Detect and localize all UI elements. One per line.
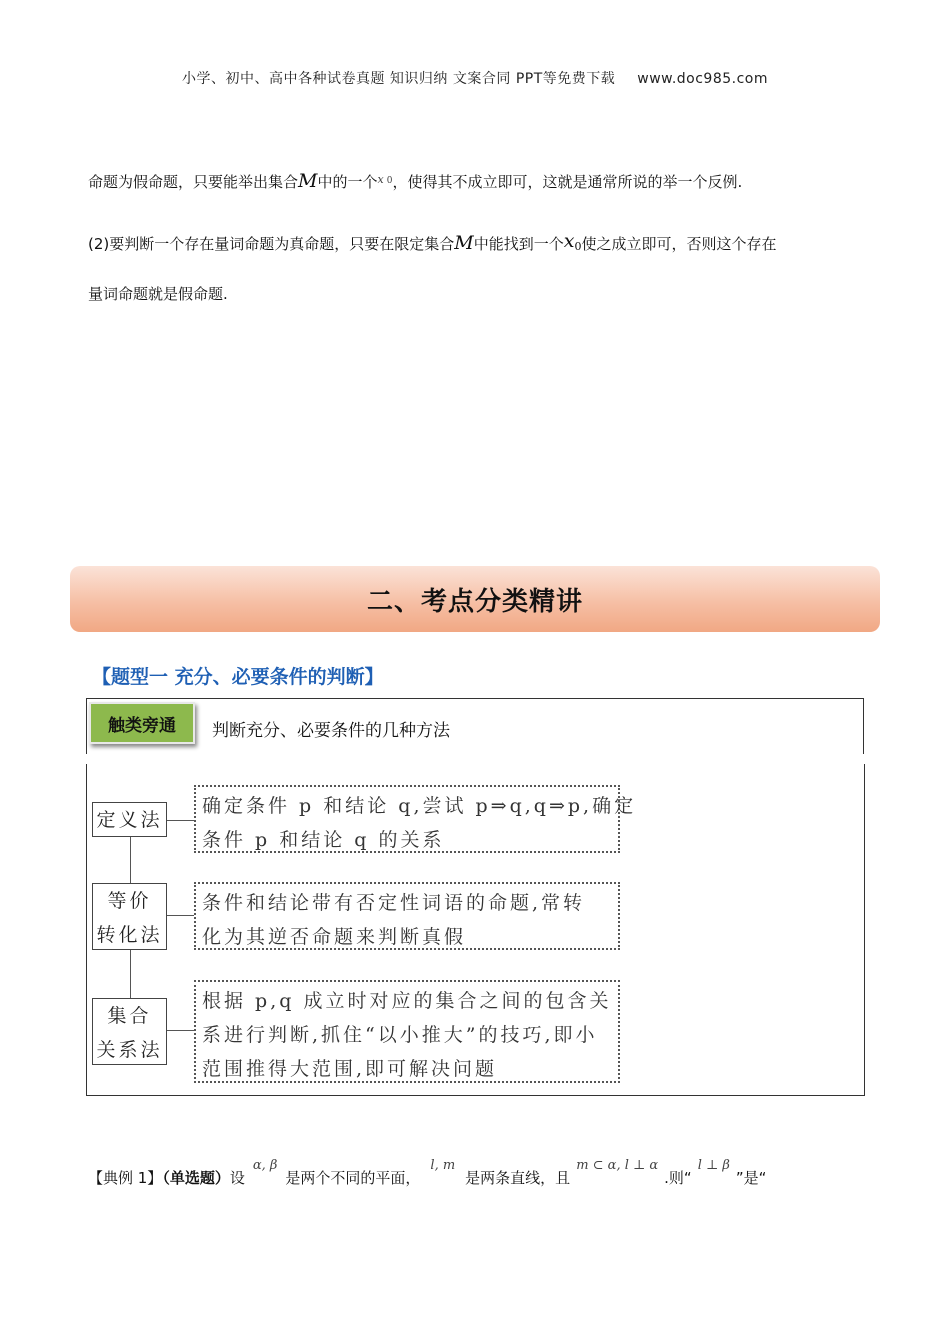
desc-line: 确定条件 p 和结论 q,尝试 p⇒q,q⇒p,确定 <box>202 795 637 817</box>
connector-line <box>130 950 131 998</box>
example-1 <box>88 1158 766 1188</box>
method-definition <box>92 802 167 837</box>
math-m-subset-alpha: m ⊂ α, l ⊥ α <box>576 1158 659 1173</box>
text-segment: 命题为假命题，只要能举出集合 <box>88 173 299 191</box>
text-segment: ”是“ <box>735 1169 767 1187</box>
text-segment: 是两条直线，且 <box>465 1169 571 1187</box>
tip-box <box>86 698 864 754</box>
connector-line <box>130 837 131 883</box>
desc-line: 条件 p 和结论 q 的关系 <box>202 829 445 851</box>
method-name: 集合 <box>107 1005 152 1027</box>
text-segment: 设 <box>229 1169 245 1187</box>
text-segment: 中能找到一个 <box>473 235 564 253</box>
text-segment: 是两个不同的平面， <box>285 1169 421 1187</box>
header-site[interactable]: www.doc985.com <box>637 71 769 87</box>
method-name: 定义法 <box>96 809 163 831</box>
text-segment: ，使得其不成立即可，这就是通常所说的举一个反例. <box>392 173 743 191</box>
desc-line: 根据 p,q 成立时对应的集合之间的包含关 <box>202 990 612 1012</box>
example-kind: （单选题） <box>162 1169 230 1187</box>
connector-line <box>167 1030 194 1031</box>
text-segment: (2)要判断一个存在量词命题为真命题，只要在限定集合 <box>88 235 455 253</box>
section-banner <box>70 566 880 632</box>
header-text: 小学、初中、高中各种试卷真题 知识归纳 文案合同 PPT等免费下载 <box>181 71 616 87</box>
method-equivalence <box>92 883 167 950</box>
desc-line: 化为其逆否命题来判断真假 <box>202 926 467 948</box>
method-name: 转化法 <box>96 924 163 946</box>
example-label: 【典例 1】 <box>88 1169 163 1187</box>
text-segment: 使之成立即可，否则这个存在 <box>581 235 777 253</box>
text-segment: 中的一个 <box>317 173 378 191</box>
page-header <box>0 68 950 88</box>
method-definition-desc <box>194 785 637 853</box>
math-M: M <box>454 232 474 254</box>
method-equivalence-desc <box>194 882 620 950</box>
desc-line: 条件和结论带有否定性词语的命题,常转 <box>202 892 586 914</box>
math-M: M <box>298 170 318 192</box>
desc-line: 范围推得大范围,即可解决问题 <box>202 1058 498 1080</box>
method-name: 关系法 <box>96 1039 163 1061</box>
connector-line <box>167 820 194 821</box>
tip-text: 判断充分、必要条件的几种方法 <box>212 721 450 741</box>
method-set-relation-desc <box>194 980 620 1083</box>
connector-line <box>167 915 194 916</box>
math-l-m: l, m <box>430 1158 456 1173</box>
method-set-relation <box>92 998 167 1065</box>
paragraph-2 <box>88 230 776 254</box>
desc-line: 系进行判断,抓住“以小推大”的技巧,即小 <box>202 1024 598 1046</box>
paragraph-3: 量词命题就是假命题. <box>88 285 228 303</box>
paragraph-1 <box>88 170 742 192</box>
math-x0: $x_0$ <box>563 230 582 253</box>
tip-badge: 触类旁通 <box>89 702 195 744</box>
method-name: 等价 <box>107 890 152 912</box>
text-segment: .则“ <box>664 1169 692 1187</box>
math-x0: x 0 <box>377 173 393 186</box>
section-title: 二、考点分类精讲 <box>366 586 583 617</box>
type-title: 【题型一 充分、必要条件的判断】 <box>92 666 384 688</box>
math-alpha-beta: α, β <box>252 1158 278 1173</box>
math-l-perp-beta: l ⊥ β <box>697 1158 730 1173</box>
